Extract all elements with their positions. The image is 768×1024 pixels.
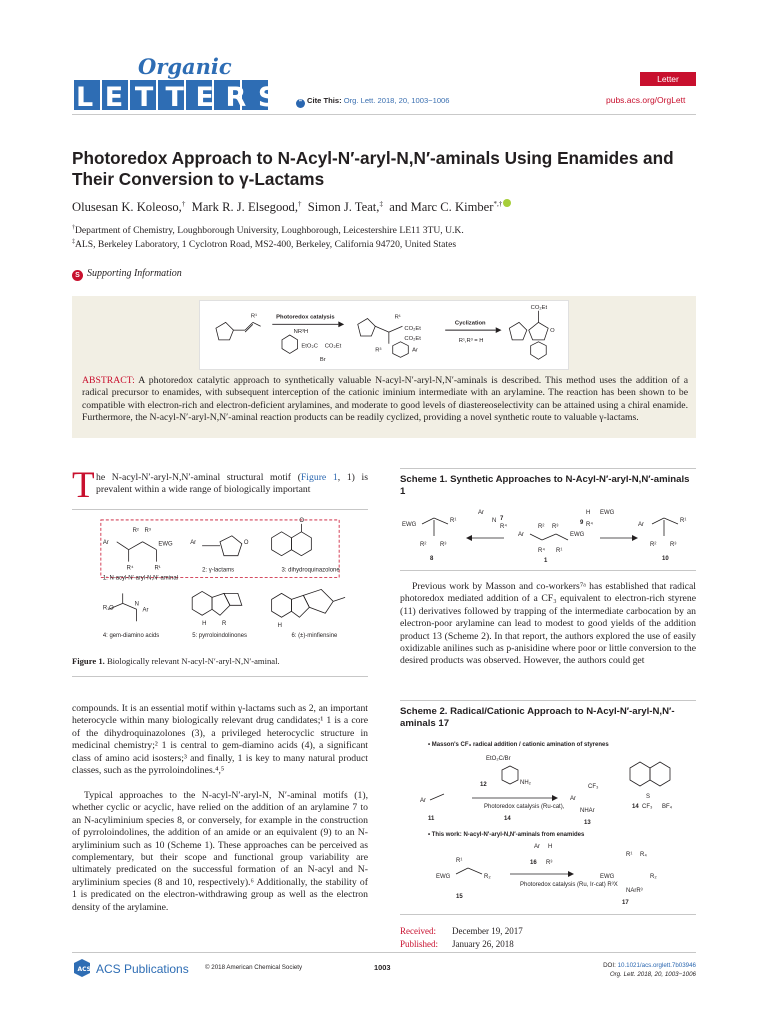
reagent-12 <box>502 766 518 784</box>
svg-text:17: 17 <box>622 900 629 906</box>
svg-text:8: 8 <box>430 556 434 562</box>
svg-text:Ar: Ar <box>420 798 426 804</box>
scheme-2-top-rule <box>400 700 696 701</box>
svg-text:7: 7 <box>500 516 504 522</box>
svg-text:Ar: Ar <box>190 539 197 546</box>
enamide-structure <box>216 322 261 339</box>
svg-text:9: 9 <box>580 520 584 526</box>
svg-text:R₁O: R₁O <box>102 605 114 612</box>
figure-divider <box>72 676 368 677</box>
svg-text:EtO₂C: EtO₂C <box>301 343 318 350</box>
structure-3 <box>272 524 312 556</box>
scheme-2-bottom-rule <box>400 914 696 915</box>
structure-6 <box>272 589 345 617</box>
author[interactable]: Mark R. J. Elsegood,† <box>191 199 302 214</box>
svg-text:R²: R² <box>132 527 139 534</box>
scheme-1-graphic <box>400 504 696 566</box>
svg-text:O: O <box>299 517 305 524</box>
svg-text:R₄: R₄ <box>640 852 647 858</box>
structure-10 <box>652 518 678 536</box>
svg-text:R: R <box>221 621 227 628</box>
affiliation: †Department of Chemistry, Loughborough University, Loughborough, Leicestershire LE11 3TU, U.K. <box>72 225 464 237</box>
svg-text:R¹: R¹ <box>626 852 633 858</box>
article-title: Photoredox Approach to N-Acyl-N′-aryl-N,N′-aminals Using Enamides and Their Conversion to γ-Lactams <box>72 148 674 189</box>
svg-text:1: 1 <box>544 558 548 564</box>
scheme-2-conditions-b: Photoredox catalysis (Ru, Ir-cat) R³X <box>520 882 618 888</box>
scheme-2-graphic <box>400 738 696 910</box>
svg-text:Ar: Ar <box>102 539 109 546</box>
figure-1 <box>72 509 368 649</box>
footer-divider <box>72 952 696 953</box>
drop-cap: T <box>72 465 95 506</box>
scheme-1-bottom-rule <box>400 570 696 571</box>
structure-1 <box>117 542 157 562</box>
aminal-product <box>358 318 409 357</box>
author-list <box>72 199 692 215</box>
svg-text:EWG: EWG <box>402 522 417 528</box>
svg-text:EtO₂C/Br: EtO₂C/Br <box>486 756 511 762</box>
svg-text:ACS Publications: ACS Publications <box>96 962 189 976</box>
svg-text:N: N <box>134 601 139 608</box>
scheme-1-title: Scheme 1. Synthetic Approaches to N-Acyl-N′-aryl-N,N′-aminals 1 <box>400 474 690 497</box>
svg-text:R¹: R¹ <box>154 565 161 572</box>
svg-text:N: N <box>492 518 497 524</box>
svg-text:R²: R² <box>420 542 427 548</box>
svg-text:14: 14 <box>504 816 511 822</box>
svg-text:13: 13 <box>584 820 591 826</box>
svg-text:Ar: Ar <box>534 844 540 850</box>
journal-url-link[interactable]: pubs.acs.org/OrgLett <box>606 95 686 105</box>
svg-text:R³: R³ <box>440 542 447 548</box>
body-paragraph: Previous work by Masson and co-workers⁷ᵃ has established that radical photoredox mediated addition of a CF₃ equivalent to electron-rich styrene (11) derivatives followed by trapping of the intermediate carbocation by an electron-poor arylamine can lead to modest to good yields of the addition product 13 (Scheme 2). In that report, the authors explored the use of easily oxidizable anilines such as p-anisidine where poor or little conversion to the desired products was observed. However, the authors could get <box>400 581 696 667</box>
svg-text:H: H <box>202 621 207 628</box>
svg-text:Ar: Ar <box>478 510 484 516</box>
scheme-2-title: Scheme 2. Radical/Cationic Approach to N-Acyl-N′-aryl-N,N′-aminals 17 <box>400 706 675 729</box>
lactam-product <box>509 311 548 360</box>
svg-text:R³: R³ <box>546 860 553 866</box>
svg-text:O: O <box>243 539 249 546</box>
author[interactable]: Simon J. Teat,‡ <box>307 199 383 214</box>
r1-label: R¹ <box>250 313 258 320</box>
r-condition-label: R¹,R³ = H <box>458 337 484 344</box>
svg-text:EWG: EWG <box>436 874 451 880</box>
svg-text:H: H <box>586 510 591 516</box>
svg-text:Br: Br <box>319 357 326 364</box>
svg-text:NHAr: NHAr <box>580 808 595 814</box>
scheme-2-header-b: • This work: N-acyl-N′-aryl-N,N′-aminals from enamides <box>428 832 585 838</box>
fig1-label-1: 1: N-acyl-N′-aryl-N,N′-aminal <box>102 575 178 582</box>
logo-organic: Organic <box>138 56 232 79</box>
svg-text:NR³H: NR³H <box>293 329 309 336</box>
intro-paragraph: he N-acyl-N′-aryl-N,N′-aminal structural motif (Figure 1, 1) is prevalent within a wide range of biologically important <box>96 472 369 496</box>
svg-text:Ar: Ar <box>142 607 149 614</box>
svg-text:R⁴: R⁴ <box>538 548 545 554</box>
svg-text:11: 11 <box>428 816 435 822</box>
svg-text:R¹: R¹ <box>456 858 463 864</box>
article-dates <box>400 925 523 951</box>
fig1-label-2: 2: γ-lactams <box>202 567 235 574</box>
supporting-info-icon: S <box>72 270 83 281</box>
svg-text:CF₃: CF₃ <box>588 784 599 790</box>
svg-text:EWG: EWG <box>570 532 585 538</box>
figure-1-caption: Figure 1. Biologically relevant N-acyl-N′-aryl-N,N′-aminal. <box>72 656 280 666</box>
svg-text:R¹: R¹ <box>450 518 457 524</box>
scheme-2-conditions-a: Photoredox catalysis (Ru-cat), <box>484 804 565 810</box>
citation: Org. Lett. 2018, 20, 1003−1006 <box>609 970 696 978</box>
fig1-label-4: 4: gem-diamino acids <box>102 633 160 640</box>
svg-text:R³: R³ <box>552 524 559 530</box>
svg-text:CF₃: CF₃ <box>642 804 653 810</box>
svg-text:H: H <box>277 623 282 630</box>
journal-logo <box>72 56 294 114</box>
svg-text:EWG: EWG <box>158 541 173 548</box>
svg-text:R³: R³ <box>670 542 677 548</box>
svg-text:Ar: Ar <box>570 796 576 802</box>
svg-text:ACS: ACS <box>77 966 91 973</box>
article-type-badge: Letter <box>640 72 696 86</box>
svg-text:R⁴: R⁴ <box>126 565 134 572</box>
svg-text:10: 10 <box>662 556 669 562</box>
svg-text:BF₄: BF₄ <box>662 804 673 810</box>
affiliation: ‡ALS, Berkeley Laboratory, 1 Cyclotron Road, MS2-400, Berkeley, California 94720, United States <box>72 239 457 251</box>
svg-text:R₂: R₂ <box>484 874 491 880</box>
copyright: © 2018 American Chemical Society <box>205 964 303 971</box>
svg-text:EWG: EWG <box>600 874 615 880</box>
acs-publications-logo[interactable] <box>72 958 202 980</box>
svg-text:R⁴: R⁴ <box>586 522 593 528</box>
reagent-14 <box>630 762 670 786</box>
svg-text:Ar: Ar <box>638 522 644 528</box>
svg-text:R₂: R₂ <box>650 874 657 880</box>
author[interactable]: Olusesan K. Koleoso,† <box>72 199 186 214</box>
scheme-2-header-a: • Masson's CF₃ radical addition / cationic amination of styrenes <box>428 742 609 748</box>
svg-text:R³: R³ <box>144 527 151 534</box>
author[interactable]: and Marc C. Kimber*,† <box>389 199 503 214</box>
svg-text:Ar: Ar <box>412 347 418 354</box>
orcid-icon[interactable] <box>503 199 511 207</box>
svg-text:NArR³: NArR³ <box>626 888 643 894</box>
cyclization-label: Cyclization <box>454 320 486 327</box>
cite-icon: ❞ <box>296 99 305 108</box>
svg-text:R²: R² <box>650 542 657 548</box>
abstract-text: ABSTRACT: A photoredox catalytic approach to synthetically valuable N-acyl-N′-aryl-N,N′-aminals is described. This method uses the addition of a radical precursor to enamides, with subsequent interception of the cationic iminium intermediate with an arylamine. The reaction has been shown to be compatible with electron-rich and electron-deficient arylamines, and moderate to good levels of diastereoselectivity can be attained using a chiral enamide. Furthermore, the N-acyl-N′-aryl-N,N′-aminal reaction products can be readily cyclized, providing a novel synthetic route to valuable γ-lactams. <box>82 375 689 423</box>
body-paragraph: compounds. It is an essential motif within γ-lactams such as 2, an important heterocycle within many biologically relevant drug candidates;¹ 1 is a core of the dihydroquinazolones (3), a privileged heterocyclic structure in medicinal chemistry;² 1 is central to gem-diamino acids (4), a significant class of amino acid isosters;³ and finally, 1 is key to many natural product classes, such as the pyrroloindolines.⁴,⁵ <box>72 703 368 777</box>
svg-text:H: H <box>548 844 553 850</box>
svg-text:Ar: Ar <box>518 532 524 538</box>
cite-this[interactable] <box>296 96 450 108</box>
figure-1-link[interactable]: Figure 1 <box>300 472 338 483</box>
svg-text:CO₂Et: CO₂Et <box>404 326 421 333</box>
svg-text:CO₂Et: CO₂Et <box>404 335 421 342</box>
svg-text:14: 14 <box>632 804 639 810</box>
cite-label: Cite This: <box>307 96 342 105</box>
header-divider <box>72 114 696 115</box>
abstract-label: ABSTRACT: <box>82 375 135 386</box>
received-date: Received: December 19, 2017 <box>400 926 523 936</box>
logo-letters: LETTERS <box>76 82 289 113</box>
toc-graphic <box>199 300 569 370</box>
svg-text:O: O <box>550 328 555 335</box>
doi-link[interactable]: 10.1021/acs.orglett.7b03946 <box>617 962 696 969</box>
svg-text:EWG: EWG <box>600 510 615 516</box>
svg-text:15: 15 <box>456 894 463 900</box>
fig1-label-6: 6: (±)-minfiensine <box>291 633 338 640</box>
svg-text:CO₂Et: CO₂Et <box>530 304 548 311</box>
fig1-label-5: 5: pyrroloindolinones <box>192 633 247 640</box>
svg-text:R²: R² <box>538 524 545 530</box>
structure-8 <box>422 518 448 536</box>
acs-hexagon-icon <box>74 959 91 977</box>
supporting-information-link[interactable]: S Supporting Information <box>72 268 182 281</box>
structure-1-scheme <box>530 534 568 540</box>
structure-2 <box>202 536 242 556</box>
page-number: 1003 <box>374 963 391 972</box>
svg-text:12: 12 <box>480 782 487 788</box>
svg-text:R⁴: R⁴ <box>500 524 507 530</box>
svg-text:R¹: R¹ <box>680 518 687 524</box>
photoredox-label: Photoredox catalysis <box>276 314 335 321</box>
doi-block: DOI: 10.1021/acs.orglett.7b03946 Org. Lett. 2018, 20, 1003−1006 <box>560 962 696 979</box>
svg-text:R¹: R¹ <box>556 548 563 554</box>
structure-5 <box>192 591 242 615</box>
aniline-reagent <box>282 335 298 353</box>
svg-text:R¹: R¹ <box>394 314 401 321</box>
published-date: Published: January 26, 2018 <box>400 939 514 949</box>
body-paragraph: Typical approaches to the N-acyl-N′-aryl-N, N′-aminal motifs (1), whether cyclic or acyclic, have relied on the addition of an arylamine 7 to an N-acyliminium species 8, or conversely, for example in the construction of pyrroloindolines, the addition of an amide or an equivalent (9) to an N-aryliminium such as 10 (Scheme 1). These approaches can be perceived as complementary, but their scope and functional group variability are ultimately predicated on the successful formation of an N-acyl and N-aryliminium species (8 and 10, respectively).⁶ Additionally, the stability of 1 is predicated on the electron-withdrawing group as well as the electron density of the arylamine. <box>72 790 368 913</box>
scheme-1-top-rule <box>400 468 696 469</box>
cite-value[interactable]: Org. Lett. 2018, 20, 1003−1006 <box>343 96 450 105</box>
svg-text:R³: R³ <box>375 347 382 354</box>
svg-text:CO₂Et: CO₂Et <box>324 343 342 350</box>
fig1-label-3: 3: dihydroquinazolone <box>281 567 340 574</box>
svg-text:S: S <box>646 794 651 800</box>
svg-text:NH₂: NH₂ <box>520 780 531 786</box>
svg-text:16: 16 <box>530 860 537 866</box>
